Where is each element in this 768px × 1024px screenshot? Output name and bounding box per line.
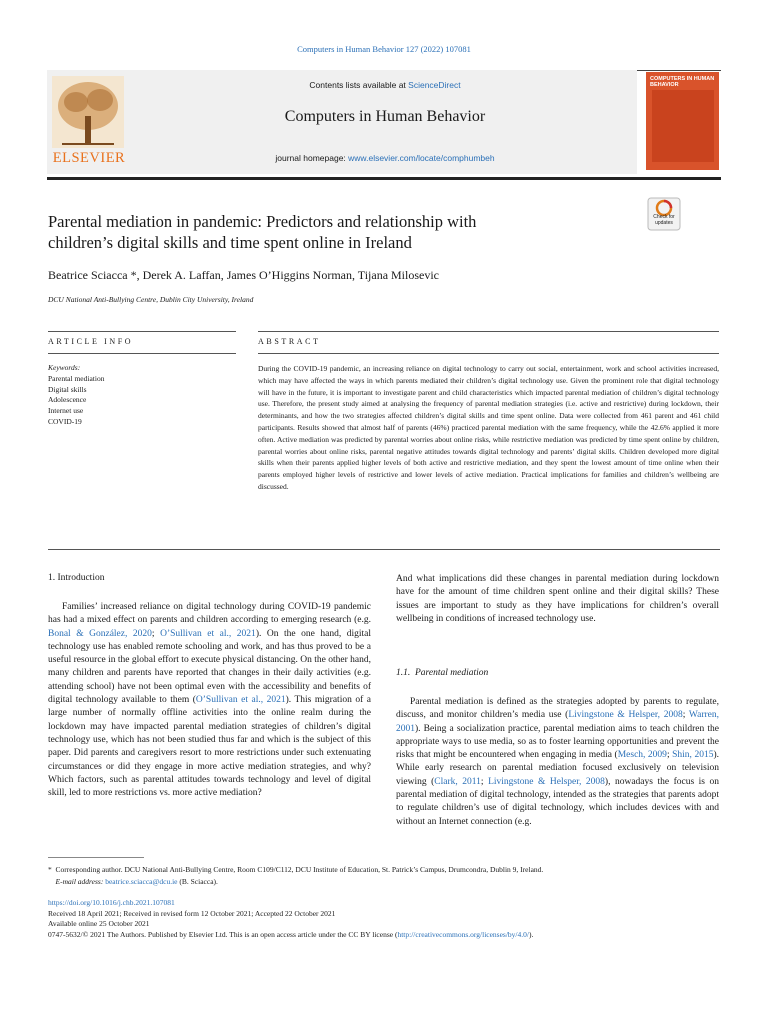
contents-prefix: Contents lists available at	[309, 80, 409, 90]
citation-link[interactable]: Clark, 2011	[434, 776, 481, 787]
keywords-block	[48, 363, 228, 428]
subsection-heading	[396, 668, 488, 678]
citation-link[interactable]: Bonal & González, 2020	[48, 628, 152, 639]
body-text: Families’ increased reliance on digital technology during COVID-19 pandemic has had a mixed effect on parents and children according to emerging research (e.g.	[48, 602, 371, 626]
citation-link[interactable]: Shin, 2015	[672, 750, 714, 761]
body-text: ;	[682, 710, 689, 721]
introduction-heading: 1. Introduction	[48, 573, 105, 583]
article-info-sub-rule	[48, 353, 236, 354]
citation-link[interactable]: Warren, 2001	[396, 710, 720, 734]
contents-availability	[140, 80, 630, 90]
cover-title: COMPUTERS IN HUMAN BEHAVIOR	[650, 76, 715, 88]
footnote-text: Corresponding author. DCU National Anti-Bullying Centre, Room C109/C112, DCU Institute of Education, St. Patrick’s Campus, Drumcondra, Dublin 9, Ireland.	[55, 865, 544, 874]
citation-link[interactable]: O’Sullivan et al., 2021	[195, 695, 286, 706]
citation-link[interactable]: Mesch, 2009	[617, 750, 667, 761]
keyword-item: Adolescence	[48, 395, 87, 405]
article-metadata	[48, 898, 720, 940]
body-text: ;	[666, 750, 673, 761]
journal-reference[interactable]: Computers in Human Behavior 127 (2022) 107081	[297, 44, 471, 54]
abstract-sub-rule	[258, 353, 719, 354]
received-dates: Received 18 April 2021; Received in revised form 12 October 2021; Accepted 22 October 2021	[48, 908, 336, 918]
article-info-heading: ARTICLE INFO	[48, 337, 134, 346]
available-online: Available online 25 October 2021	[48, 919, 150, 929]
body-text: ;	[480, 776, 489, 787]
check-for-updates-label: Check for updates	[653, 214, 675, 226]
keyword-item: Internet use	[48, 406, 84, 416]
article-info-top-rule	[48, 331, 236, 332]
keyword-item: COVID-19	[48, 416, 82, 426]
keywords-label: Keywords:	[48, 363, 81, 372]
body-text: ;	[151, 628, 161, 639]
body-text: ). Being a socialization practice, parental mediation aims to teach children the appropriate ways to use media, so as to foster learning opportunities and prevent the risks that might be encountered when engaging in media (	[396, 723, 719, 761]
corresponding-author-footnote	[48, 864, 720, 887]
cover-image-area	[652, 90, 714, 162]
right-column-paragraph: And what implications did these changes in parental mediation during lockdown have for the amount of time children spent online and their digital skills? These issues are important to study as they have implications for children’s overall wellbeing in conditions of increased technology use.	[396, 574, 719, 624]
journal-homepage	[140, 153, 630, 163]
body-text: ). While early research on parental mediation focused exclusively on television viewing (	[396, 750, 719, 787]
license-link[interactable]: http://creativecommons.org/licenses/by/4.0/	[397, 929, 529, 939]
paper-title-line-2: children’s digital skills and time spent online in Ireland	[48, 233, 412, 252]
citation-link[interactable]: O’Sullivan et al., 2021	[160, 628, 256, 639]
body-text: Parental mediation is defined as the strategies adopted by parents to regulate, discuss, and monitor children’s media use (	[396, 697, 719, 721]
journal-title: Computers in Human Behavior	[284, 108, 486, 125]
homepage-prefix: journal homepage:	[275, 153, 349, 163]
paper-title	[48, 211, 608, 253]
abstract-heading: ABSTRACT	[258, 337, 321, 346]
keyword-item: Parental mediation	[48, 373, 105, 383]
publisher-name: ELSEVIER	[52, 150, 126, 166]
sciencedirect-link[interactable]: ScienceDirect	[408, 80, 461, 90]
license-suffix: ).	[528, 929, 534, 939]
abstract-text: During the COVID-19 pandemic, an increasing reliance on digital technology to carry out social, entertainment, work and school activities increased, which may have affected the ways in which parents mediated their children’s digital technology use. Given the prominent role that digital technology will have in the future, it is important to investigate parent and child characteristics which impacted parental mediation of children’s digital technology use. Therefore, the present study aimed at analysing the frequency of parental mediation strategies (i.e. active and restrictive) during lockdown, their determinants, and how the two strategies affected children’s digital skills and time spent online. Data were collected from 461 parent and 461 child participants. Results showed that almost half of parents (46%) practiced parental mediation with the same frequency, while the 42.6% applied it more often. Active mediation was predicted by parental worries about online risks, while restrictive mediation was predicted by time spent online by children, parental worries about online risks, parental negative attitudes towards digital technology and parents’ digital skills. Children developed more digital skills when their parents applied higher levels of both active and restrictive mediation, and they spent the lowest amount of time online when their parents employed higher levels of restrictive and lower levels of active mediation. Practical implications for families and children’s wellbeing are discussed.	[258, 364, 719, 491]
subsection-number: 1.1.	[396, 668, 411, 678]
email-suffix: (B. Sciacca).	[177, 876, 218, 886]
homepage-link[interactable]: www.elsevier.com/locate/comphumbeh	[348, 153, 495, 163]
parental-mediation-paragraph	[396, 696, 719, 829]
license-prefix: 0747-5632/© 2021 The Authors. Published by Elsevier Ltd. This is an open access article under the CC BY license (	[48, 929, 398, 939]
body-text: ), nowadays the focus is on parental mediation of digital technology, intended as the strategies that parents adopt to regulate children’s use of digital technology, which includes devices with and without an Internet connection (e.g.	[396, 776, 719, 827]
abstract-top-rule	[258, 331, 719, 332]
license-line	[48, 930, 720, 941]
header-bottom-rule	[47, 177, 721, 180]
introduction-paragraph	[48, 601, 371, 800]
subsection-title: Parental mediation	[415, 668, 489, 678]
body-text: ). On the one hand, digital technology use has enabled remote schooling and work, and has thus proved to be a useful resource in the global effort to execute physical distancing. On the other hand, many children and parents have reported that changes in their daily activities (e.g. attending school) have not been optimal even with the accessibility and benefits of digital technology available to them (	[48, 628, 372, 706]
paper-title-line-1: Parental mediation in pandemic: Predictors and relationship with	[48, 212, 477, 231]
author-list: Beatrice Sciacca *, Derek A. Laffan, James O’Higgins Norman, Tijana Milosevic	[48, 268, 440, 282]
footnote-star: *	[48, 865, 52, 874]
citation-link[interactable]: Livingstone & Helsper, 2008	[568, 710, 683, 721]
citation-link[interactable]: Livingstone & Helsper, 2008	[488, 776, 605, 787]
abstract-bottom-rule	[48, 549, 720, 550]
affiliation: DCU National Anti-Bullying Centre, Dublin City University, Ireland	[48, 295, 254, 304]
doi-link[interactable]: https://doi.org/10.1016/j.chb.2021.107081	[48, 898, 175, 907]
footnote-rule	[48, 857, 144, 858]
email-label: E-mail address:	[55, 876, 104, 886]
keyword-item: Digital skills	[48, 384, 87, 394]
body-text: ). This migration of a large number of normally offline activities into the online realm during the lockdown may have impacted parental mediation strategies of children’s digital technology use, which has not been studied thus far and which is the subject of this paper. Did parents and caregivers resort to more restrictions under such extenuating circumstances or did they engage in more active mediation strategies, and why? Which factors, such as parental attitudes towards technology and level of digital skill, led to more restrictions vs. more active mediation?	[48, 695, 371, 799]
email-link[interactable]: beatrice.sciacca@dcu.ie	[105, 876, 178, 886]
